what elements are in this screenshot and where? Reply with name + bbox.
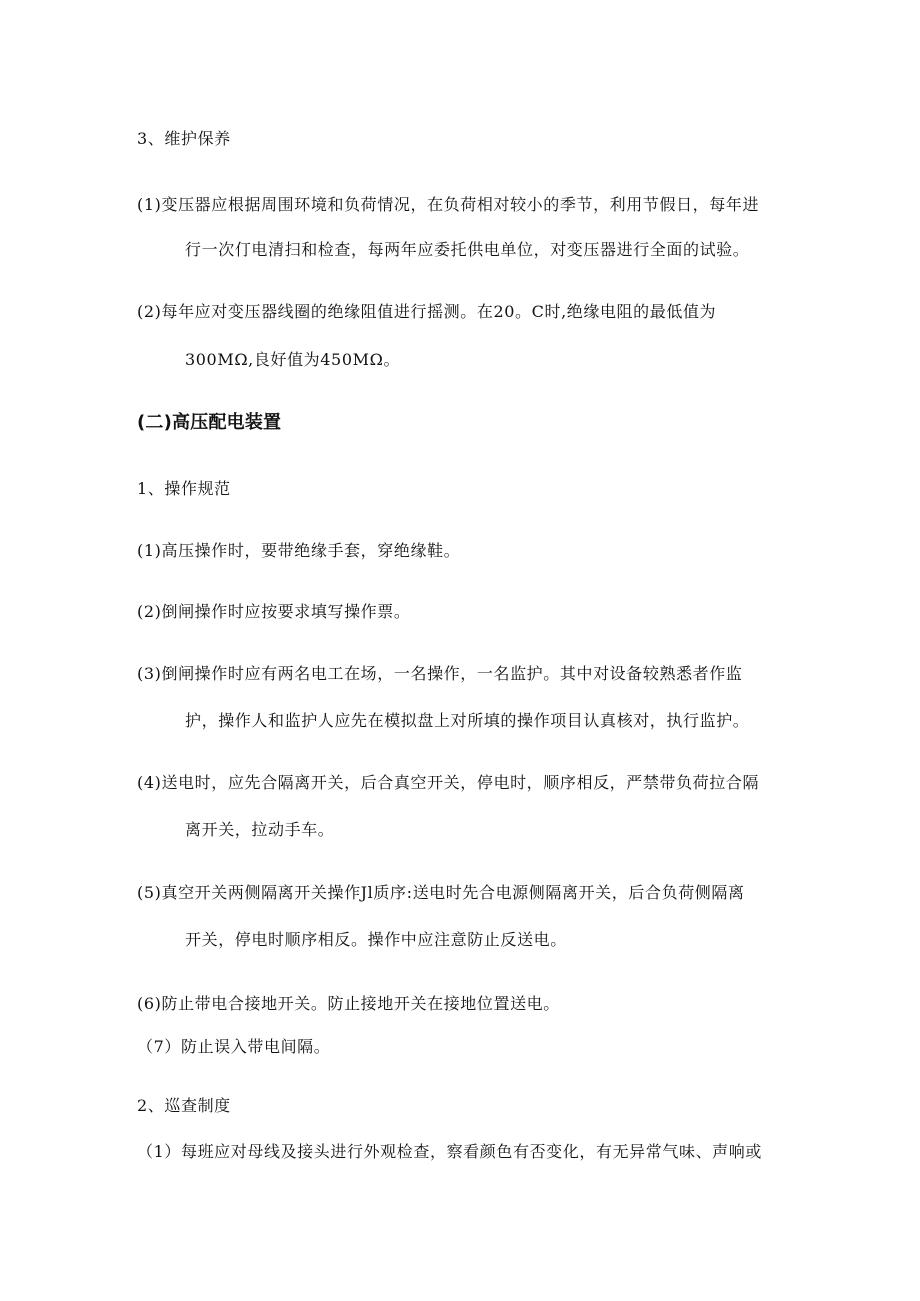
operation-item-3-line-1: (3)倒闸操作时应有两名电工在场，一名操作，一名监护。其中对设备较熟悉者作监 (137, 664, 743, 683)
operation-item-4-line-1: (4)送电时，应先合隔离开关，后合真空开关，停电时，顺序相反，严禁带负荷拉合隔 (137, 773, 760, 792)
operation-item-3-line-2: 护，操作人和监护人应先在模拟盘上对所填的操作项目认真核对，执行监护。 (185, 711, 750, 730)
section-3-title: 3、维护保养 (137, 129, 231, 148)
operation-item-1: (1)高压操作时，要带绝缘手套，穿绝缘鞋。 (137, 541, 461, 560)
operation-item-2: (2)倒闸操作时应按要求填写操作票。 (137, 602, 411, 621)
maintenance-item-1-line-2: 行一次仃电清扫和检查，每两年应委托供电单位，对变压器进行全面的试验。 (185, 240, 750, 259)
subsection-2-title: 2、巡查制度 (137, 1096, 231, 1115)
operation-item-5-line-1: (5)真空开关两侧隔离开关操作Jl质序:送电时先合电源侧隔离开关，后合负荷侧隔离 (137, 883, 745, 902)
operation-item-5-line-2: 开关，停电时顺序相反。操作中应注意防止反送电。 (185, 930, 567, 949)
part-2-heading: (二)高压配电装置 (137, 412, 282, 433)
subsection-1-title: 1、操作规范 (137, 479, 231, 498)
operation-item-4-line-2: 离开关，拉动手车。 (185, 820, 335, 839)
operation-item-6: (6)防止带电合接地开关。防止接地开关在接地位置送电。 (137, 994, 560, 1013)
inspection-item-1-line-1: （1）每班应对母线及接头进行外观检查，察看颜色有否变化，有无异常气味、声响或 (137, 1142, 762, 1161)
operation-item-7: （7）防止误入带电间隔。 (137, 1037, 331, 1056)
maintenance-item-2-line-1: (2)每年应对变压器线圈的绝缘阻值进行摇测。在20。C时,绝缘电阻的最低值为 (137, 302, 717, 321)
maintenance-item-2-line-2: 300MΩ,良好值为450MΩ。 (185, 350, 401, 369)
maintenance-item-1-line-1: (1)变压器应根据周围环境和负荷情况，在负荷相对较小的季节，利用节假日，每年进 (137, 195, 760, 214)
